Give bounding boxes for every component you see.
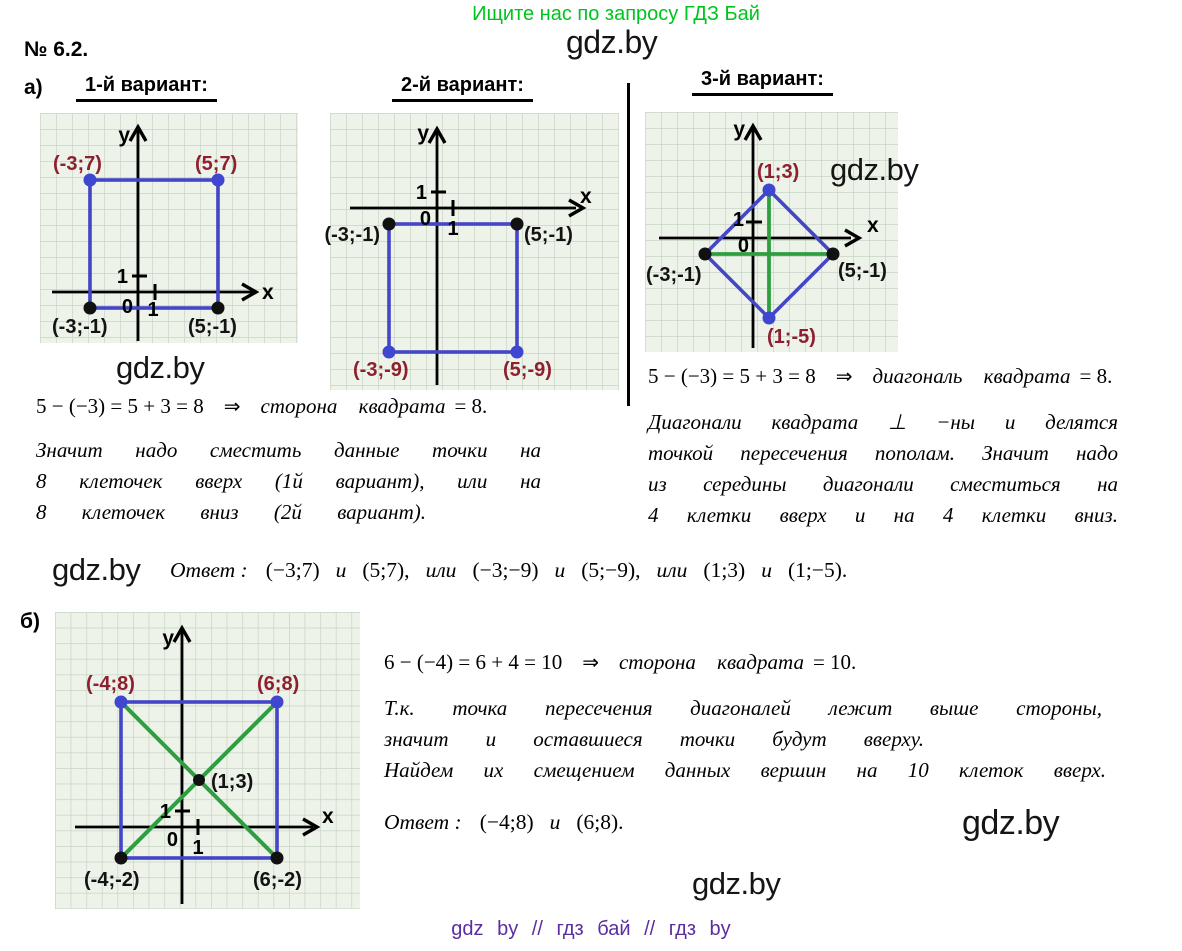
solution-line: 8 клеточек вниз (2й вариант). [36,500,426,524]
answer-label: Ответ : [384,810,462,834]
conclusion-words: сторона квадрата [260,394,446,418]
answer-coord: (1;3) [703,558,746,582]
vertex-dot [115,852,128,865]
answer-coord: (6;8). [576,810,624,834]
answer-conj: и [549,810,561,834]
point-label: (6;-2) [253,869,302,891]
grid-lines [330,113,619,390]
answer-coord: (−3;7) [265,558,320,582]
variant-3-title: 3-й вариант: [692,68,833,96]
y-axis-label: y [118,124,130,147]
variant-2-title: 2-й вариант: [392,74,533,102]
conclusion-eq: = 8. [454,394,488,418]
x-axis-label: x [322,805,334,828]
solution-line: значит и оставшиеся точки будут вверху. [384,727,924,751]
conclusion-eq: = 8. [1079,364,1113,388]
solution-line: Диагонали квадрата ⊥ −ны и делятся [648,410,1118,434]
vertex-dot [84,174,97,187]
x-tick-label: 1 [192,837,204,859]
answer-label: Ответ : [170,558,248,582]
watermark-part-b: gdz.by [962,804,1060,842]
point-label: (-4;8) [86,673,135,695]
vertex-dot [84,302,97,315]
answer-b [384,810,640,835]
solution-line: точкой пересечения пополам. Значит надо [648,441,1118,465]
section-divider [627,83,630,406]
watermark-answer-row: gdz.by [52,552,141,587]
solution-a-right [648,364,1118,531]
watermark-graph1: gdz.by [116,350,205,385]
point-label: (5;-1) [524,224,573,246]
point-label: (1;-5) [767,326,816,348]
solution-b [384,650,1106,786]
solution-line: Т.к. точка пересечения диагоналей лежит выше стороны, [384,696,1102,720]
graph-variant-1 [40,113,298,343]
watermark-bottom: gdz.by [692,866,781,901]
answer-conj: или [425,558,457,582]
graph-variant-2 [324,113,619,390]
vertex-dot [271,852,284,865]
variant-1-title: 1-й вариант: [76,74,217,102]
point-label: (-3;-1) [324,224,380,246]
implies-arrow-icon: ⇒ [582,650,599,674]
conclusion-words: диагональ квадрата [872,364,1071,388]
vertex-dot [511,218,524,231]
point-label: (-3;-1) [52,316,108,338]
point-label: (5;-9) [503,359,552,381]
answer-coord: (5;−9), [581,558,641,582]
x-axis-label: x [867,214,879,237]
answer-a [170,558,863,583]
equation-line [648,364,1118,389]
point-label: (-3;-9) [353,359,409,381]
equation: 5 − (−3) = 5 + 3 = 8 [36,394,204,418]
vertex-dot [383,218,396,231]
origin-label: 0 [121,296,133,318]
y-axis-label: y [162,627,174,650]
vertex-dot [115,696,128,709]
vertex-dot [511,346,524,359]
solution-paragraph [384,693,1106,786]
vertex-dot [827,248,840,261]
solution-paragraph [36,435,541,528]
graph-variant-3 [645,112,898,352]
solution-line: Найдем их смещением данных вершин на 10 клеток вверх. [384,758,1106,782]
point-label: (6;8) [257,673,300,695]
vertex-dot [212,174,225,187]
solution-line: 4 клетки вверх и на 4 клетки вниз. [648,503,1118,527]
solution-paragraph [648,407,1118,531]
grid-lines [55,612,360,909]
y-tick-label: 1 [732,209,744,231]
point-label: (-4;-2) [84,869,140,891]
vertex-dot [383,346,396,359]
vertex-dot [763,184,776,197]
footer-keywords: gdz by // гдз бай // гдз by [451,918,731,940]
point-label: (-3;7) [53,153,102,175]
equation: 6 − (−4) = 6 + 4 = 10 [384,650,563,674]
x-tick-label: 1 [447,218,459,240]
point-label: (5;-1) [188,316,237,338]
x-axis-label: x [262,281,274,304]
implies-arrow-icon: ⇒ [223,394,241,418]
y-tick-label: 1 [159,801,171,823]
answer-conj: и [554,558,566,582]
point-label: (5;7) [195,153,238,175]
point-label: (-3;-1) [646,264,702,286]
answer-conj: или [656,558,688,582]
vertex-dot [271,696,284,709]
answer-coord: (5;7), [362,558,410,582]
center-dot [193,774,205,786]
equation-line [384,650,1106,675]
graph-part-b [55,612,360,909]
implies-arrow-icon: ⇒ [835,364,853,388]
solution-line: 8 клеточек вверх (1й вариант), или на [36,469,541,493]
y-tick-label: 1 [415,182,427,204]
answer-coord: (1;−5). [787,558,848,582]
answer-conj: и [335,558,347,582]
origin-label: 0 [166,829,178,851]
vertex-dot [763,312,776,325]
equation-line [36,394,541,419]
point-label: (5;-1) [838,260,887,282]
solution-a-left [36,394,541,528]
y-tick-label: 1 [116,266,128,288]
point-label: (1;3) [211,771,254,793]
vertex-dot [699,248,712,261]
point-label: (1;3) [757,161,800,183]
y-axis-label: y [733,118,745,141]
conclusion-eq: = 10. [812,650,857,674]
equation: 5 − (−3) = 5 + 3 = 8 [648,364,816,388]
part-b-label: б) [20,610,40,633]
answer-coord: (−3;−9) [472,558,539,582]
vertex-dot [212,302,225,315]
origin-label: 0 [419,208,431,230]
watermark-top: gdz.by [566,24,658,60]
conclusion-words: сторона квадрата [618,650,804,674]
watermark-graph3: gdz.by [830,152,919,187]
y-axis-label: y [417,122,429,145]
problem-number: № 6.2. [24,38,89,61]
site-banner: Ищите нас по запросу ГДЗ Бай [472,3,760,25]
x-axis-label: x [580,185,592,208]
origin-label: 0 [737,235,749,257]
solution-line: из середины диагонали сместиться на [648,472,1118,496]
x-tick-label: 1 [147,299,159,321]
part-a-label: а) [24,76,43,99]
answer-coord: (−4;8) [479,810,534,834]
solution-line: Значит надо сместить данные точки на [36,438,541,462]
answer-conj: и [761,558,772,582]
